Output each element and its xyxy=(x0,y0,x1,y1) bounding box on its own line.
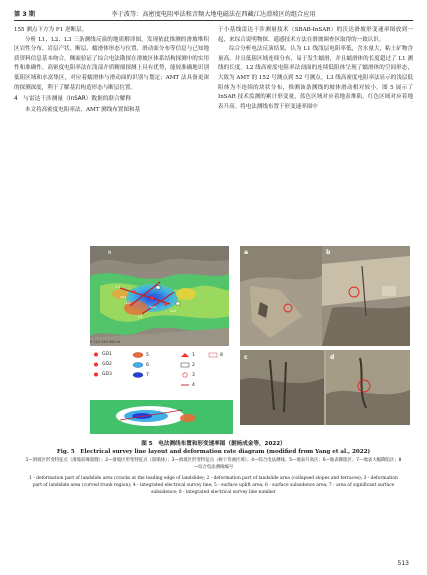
schematic-panel xyxy=(90,400,233,434)
legend-swatch-uplift: 5 xyxy=(132,352,149,358)
map-label-l1: L1 xyxy=(116,284,121,289)
deformation-map xyxy=(90,246,229,346)
legend-swatch-3: 3 xyxy=(180,372,195,378)
map-scale-bar: 0 125 250 500 m xyxy=(90,340,121,344)
figure-caption-title-en: Fig. 5 Electrical survey line layout and deformation rate diagram (modified from Yang et al., 2022) xyxy=(56,449,371,455)
legend-swatch-4: 4 xyxy=(192,382,195,388)
svg-text:b: b xyxy=(326,249,331,256)
running-title: 李于波等：高密度电阻率法和音频大地电磁法在西藏江达滑坡区的组合应用 xyxy=(111,10,316,18)
right-para-1: 于小基线雷达干涉测量技术（SBAB-InSAR）的沃达滑坡形变速率图放到一起，来综合说明物探、遥感技术方法在滑坡调查区取得的一致认识。 xyxy=(218,27,413,43)
svg-text:N: N xyxy=(108,250,111,255)
figure-caption-notes-zh: 1—滑坡区形变特征点（滑坡前缘裂缝）；2—滑坡区形变特征点（崩塌体）；3—滑坡区形变特征点（树干弯曲区域）；4—综合电法测线；5—地表升高区；6—地表降陷区；7—地表大幅降陷区；8—综合电法测线编号 xyxy=(25,458,402,470)
map-point-g02: G02 xyxy=(150,305,157,309)
map-point-g03: G03 xyxy=(170,309,177,313)
field-photo-crack xyxy=(240,246,322,346)
field-photo-collapse xyxy=(322,246,410,346)
section-heading: 4 与雷达干涉测量（InSAR）数据的联合解释 xyxy=(14,96,132,103)
svg-text:d: d xyxy=(330,354,335,361)
figure-legend xyxy=(90,350,233,400)
legend-item-3: GD3 xyxy=(92,372,112,377)
left-para-3: 本文将高密度电阻率法、AMT 测线布置图和基 xyxy=(25,106,140,113)
legend-swatch-1: 1 xyxy=(180,352,195,358)
figure-caption-notes-en: 1 - deformation part of landslide area (cracks at the leading edge of landslide); 2 - deformation part of landslide area (collapsed slopes and terraces); 3 - deformation part of landslide area (curved trunk region); 4 - integrated electrical survey line; 5 - surface uplift area; 6 - surface subsidence area; 7 - area of significant surface subsidence; 8 - integrated electrical survey line number xyxy=(29,476,398,495)
issue-number: 第 3 期 xyxy=(14,10,35,18)
legend-swatch-subsidence: 6 xyxy=(132,362,149,368)
left-column xyxy=(14,26,209,115)
header-rule xyxy=(14,20,413,21)
legend-item-1: GD1 xyxy=(92,352,112,357)
left-para-2: 分析 L1、L2、L3 三条测线反演的地质解译图，发现依此推测的滑坡堆积区岩性分布、岩层产状、断层、蠕滑体形态与位置、滑动面分布等信息与已知地质资料信息基本吻合，侧面验证了综合电法勘探在滑坡区体系结构探测中的实用性和准确性。高密度电阻率法在浅部介质精细探测上具有优势，能较准确地识别低阻区域和水富集区，对应着蠕滑体与滑动面的识别与划定；AMT 法具备更深的探测深度，利于了解基岩构造形态与断层位置。 xyxy=(14,36,209,91)
right-para-2: 综合分析电法反演结果，认为 L1 线浅层电阻率低，含水量大，粘土矿物含量高，并且低阻区域连续分布，易于发生蠕滑，并且蠕滑体的长度超过了 L1 测线的长度。L2 线高密度电阻率法剖面的连续低阻体呈现了蠕滑体的空间形态，大致为 AMT 的 152 号测点到 52 号测点。L3 线高密度电阻率法显示的浅层低阻体为不连续的块状分布，推测该条测线的坡体滑动相对较小。图 5 展示了 InSAR 技术监测的累计形变量，蓝色区域对应着地表堆陷，红色区域对应着地表升高。将电法测线布置于形变速率图中 xyxy=(218,46,413,110)
legend-swatch-8: 8 xyxy=(208,352,223,358)
svg-text:c: c xyxy=(244,354,248,361)
legend-swatch-major-subsidence: 7 xyxy=(132,372,149,378)
page-number: 513 xyxy=(397,560,409,567)
right-column xyxy=(218,26,413,112)
legend-swatch-2: 2 xyxy=(180,362,195,368)
map-point-g01: G01 xyxy=(120,295,127,299)
left-para-1: 155 测点下方为 F1 逆断层。 xyxy=(14,27,88,33)
running-header xyxy=(14,6,413,20)
legend-item-2: GD2 xyxy=(92,362,112,367)
svg-text:a: a xyxy=(244,249,249,256)
field-photo-trunk xyxy=(240,350,410,425)
map-label-l2: L2 xyxy=(126,300,131,305)
map-label-l3: L3 xyxy=(138,314,143,319)
figure-caption-title-zh: 图 5 电法测线布置和形变速率图（据杨成金等，2022） xyxy=(141,441,286,447)
